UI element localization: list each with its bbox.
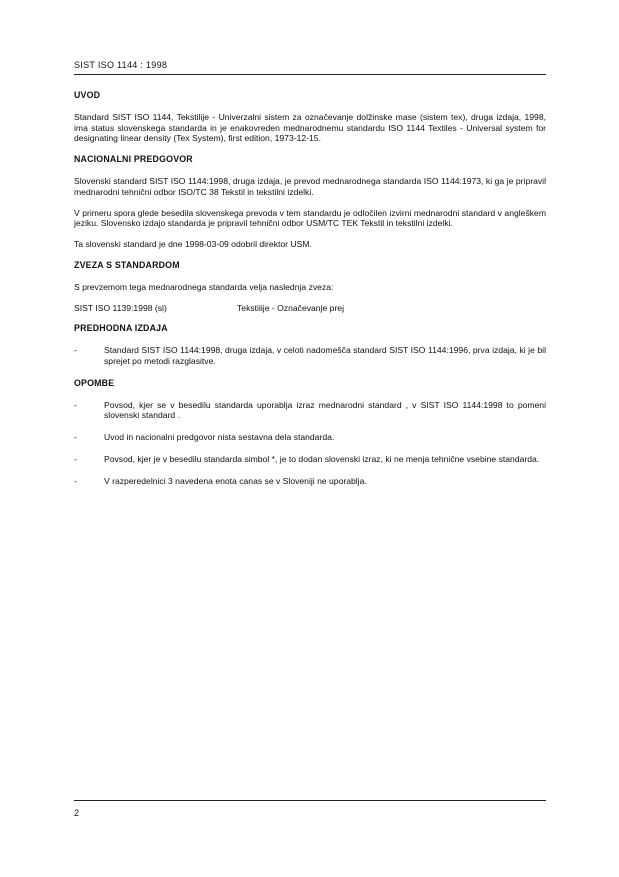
dash-marker: - [74, 432, 77, 443]
running-header: SIST ISO 1144 : 1998 [74, 60, 168, 70]
predgovor-paragraph-1: Slovenski standard SIST ISO 1144:1998, druga izdaja, je prevod mednarodnega standarda ISO 1144:1973, ki ga je pripravil mednarodni tehnični odbor ISO/TC 38 Tekstil in tekstilni izdelki. [74, 175, 546, 197]
list-item [74, 345, 546, 367]
section-heading-opombe: OPOMBE [74, 377, 115, 388]
section-heading-predhodna: PREDHODNA IZDAJA [74, 323, 168, 334]
section-heading-predgovor: NACIONALNI PREDGOVOR [74, 154, 193, 165]
list-item-text: Povsod, kjer se v besedilu standarda uporablja izraz mednarodni standard , v SIST ISO 1144:1998 to pomeni slovenski standard . [104, 399, 546, 421]
page-number: 2 [74, 808, 80, 818]
predgovor-paragraph-3: Ta slovenski standard je dne 1998-03-09 odobril direktor USM. [74, 239, 312, 250]
reference-title: Tekstilije - Označevanje prej [237, 302, 344, 313]
list-item-text: Uvod in nacionalni predgovor nista sestavna dela standarda. [104, 432, 335, 443]
list-item-text: Povsod, kjer je v besedilu standarda simbol *, je to dodan slovenski izraz, ki ne menja tehnične vsebine standarda. [104, 453, 540, 464]
uvod-paragraph: Standard SIST ISO 1144, Tekstilije - Univerzalni sistem za označevanje dolžinske mase (sistem tex), druga izdaja, 1998, ima status slovenskega standarda in je enakovreden mednarodnemu standardu ISO 1144 Textiles - Universal system for designating linear density (Tex System), first edition, 1973-12-15. [74, 111, 546, 144]
header-rule [74, 74, 546, 75]
list-item [74, 454, 546, 465]
reference-code: SIST ISO 1139:1998 (sl) [74, 302, 167, 313]
predgovor-paragraph-2: V primeru spora glede besedila slovenskega prevoda v tem standardu je odločilen izvirni mednarodni standard v angleškem jeziku. Slovensko izdajo standarda je pripravil tehnični odbor USM/TC TEK Tekstil in tekstilni izdelki. [74, 207, 546, 229]
dash-marker: - [74, 399, 77, 410]
list-item [74, 476, 546, 487]
document-body [74, 90, 546, 498]
section-heading-uvod: UVOD [74, 90, 101, 100]
footer-rule [74, 800, 546, 801]
dash-marker: - [74, 453, 77, 464]
standard-reference [74, 303, 546, 314]
list-item [74, 400, 546, 422]
predhodna-list [74, 345, 546, 367]
opombe-list [74, 400, 546, 487]
dash-marker: - [74, 345, 77, 356]
list-item [74, 432, 546, 443]
list-item-text: V razperedelnici 3 navedena enota canas se v Sloveniji ne uporablja. [104, 475, 367, 486]
list-item-text: Standard SIST ISO 1144:1998, druga izdaja, v celoti nadomešča standard SIST ISO 1144:1996, prva izdaja, ki je bil sprejet po metodi razglasitve. [104, 345, 546, 366]
section-heading-zveza: ZVEZA S STANDARDOM [74, 259, 180, 270]
dash-marker: - [74, 475, 77, 486]
zveza-paragraph: S prevzemom tega mednarodnega standarda velja naslednja zveza: [74, 281, 334, 292]
